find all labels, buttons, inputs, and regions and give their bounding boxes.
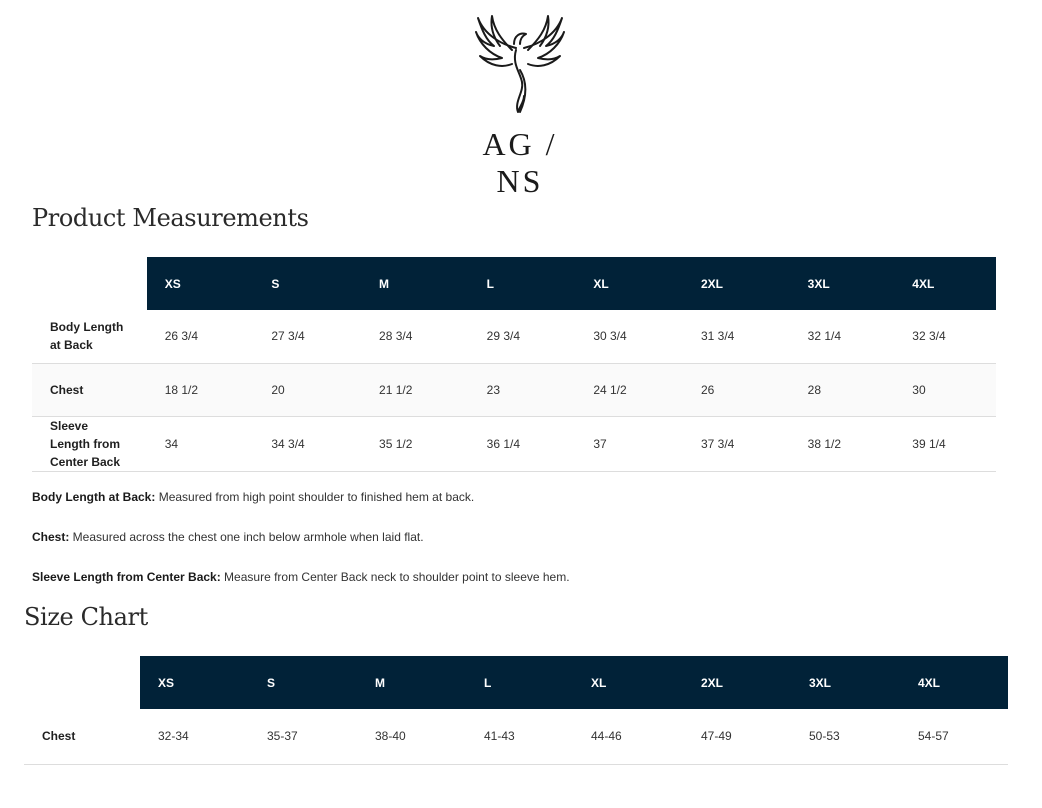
- note-text: Measure from Center Back neck to shoulder point to sleeve hem.: [220, 570, 570, 584]
- table-cell: 30: [894, 363, 996, 416]
- size-header: XS: [140, 656, 249, 709]
- measurement-note: [32, 570, 570, 584]
- table-cell: 26: [683, 363, 790, 416]
- size-header: L: [469, 257, 576, 310]
- size-header: M: [357, 656, 466, 709]
- table-cell: 27 3/4: [253, 310, 361, 363]
- size-chart-header-row: [24, 656, 1008, 709]
- table-cell: 41-43: [466, 709, 573, 764]
- table-cell: 21 1/2: [361, 363, 469, 416]
- measurement-note: [32, 490, 474, 504]
- table-cell: 35 1/2: [361, 416, 469, 471]
- row-label-text: Sleeve Length from Center Back: [50, 418, 121, 469]
- header-corner: [32, 257, 147, 310]
- table-cell: 31 3/4: [683, 310, 790, 363]
- size-header: M: [361, 257, 469, 310]
- row-label-text: Body Length at Back: [50, 320, 124, 353]
- row-label: [32, 310, 147, 363]
- row-label: [32, 363, 147, 416]
- table-cell: 34 3/4: [253, 416, 361, 471]
- row-label-text: Chest: [50, 382, 84, 397]
- table-cell: 18 1/2: [147, 363, 254, 416]
- size-header: 3XL: [791, 656, 900, 709]
- table-cell: 37 3/4: [683, 416, 790, 471]
- table-cell: 20: [253, 363, 361, 416]
- table-cell: 47-49: [683, 709, 791, 764]
- table-cell: 44-46: [573, 709, 683, 764]
- brand-wordmark: AG / NS: [482, 126, 558, 199]
- row-label: [32, 416, 147, 471]
- table-cell: 26 3/4: [147, 310, 254, 363]
- table-cell: 24 1/2: [575, 363, 683, 416]
- table-cell: 54-57: [900, 709, 1008, 764]
- header-corner: [24, 656, 140, 709]
- size-header: S: [253, 257, 361, 310]
- note-text: Measured across the chest one inch below armhole when laid flat.: [69, 530, 424, 544]
- table-cell: 38 1/2: [790, 416, 895, 471]
- size-header: XL: [575, 257, 683, 310]
- table-cell: 38-40: [357, 709, 466, 764]
- row-label: Chest: [24, 709, 140, 764]
- size-header: 2XL: [683, 257, 790, 310]
- measurements-table: [32, 257, 996, 472]
- table-cell: 37: [575, 416, 683, 471]
- table-cell: 29 3/4: [469, 310, 576, 363]
- table-cell: 36 1/4: [469, 416, 576, 471]
- table-cell: 32 1/4: [790, 310, 895, 363]
- table-cell: 23: [469, 363, 576, 416]
- table-cell: 35-37: [249, 709, 357, 764]
- size-chart-title: Size Chart: [24, 603, 148, 631]
- note-term: Sleeve Length from Center Back:: [32, 570, 221, 584]
- table-cell: 32 3/4: [894, 310, 996, 363]
- phoenix-icon: [440, 10, 600, 125]
- size-header: L: [466, 656, 573, 709]
- size-header: 3XL: [790, 257, 895, 310]
- size-header: 4XL: [894, 257, 996, 310]
- note-text: Measured from high point shoulder to finished hem at back.: [155, 490, 475, 504]
- size-header: XS: [147, 257, 254, 310]
- table-cell: 30 3/4: [575, 310, 683, 363]
- table-cell: 34: [147, 416, 254, 471]
- table-row: [24, 709, 1008, 764]
- table-row: [32, 416, 996, 471]
- size-header: XL: [573, 656, 683, 709]
- table-cell: 39 1/4: [894, 416, 996, 471]
- size-header: S: [249, 656, 357, 709]
- measurement-note: [32, 530, 424, 544]
- note-term: Body Length at Back:: [32, 490, 156, 504]
- size-chart-table: [24, 656, 1008, 765]
- size-header: 2XL: [683, 656, 791, 709]
- note-term: Chest:: [32, 530, 70, 544]
- measurements-title: Product Measurements: [32, 204, 309, 232]
- table-row: [32, 363, 996, 416]
- table-cell: 32-34: [140, 709, 249, 764]
- table-row: [32, 310, 996, 363]
- table-cell: 28: [790, 363, 895, 416]
- size-header: 4XL: [900, 656, 1008, 709]
- brand-logo: [440, 10, 600, 199]
- measurements-header-row: [32, 257, 996, 310]
- table-cell: 28 3/4: [361, 310, 469, 363]
- table-cell: 50-53: [791, 709, 900, 764]
